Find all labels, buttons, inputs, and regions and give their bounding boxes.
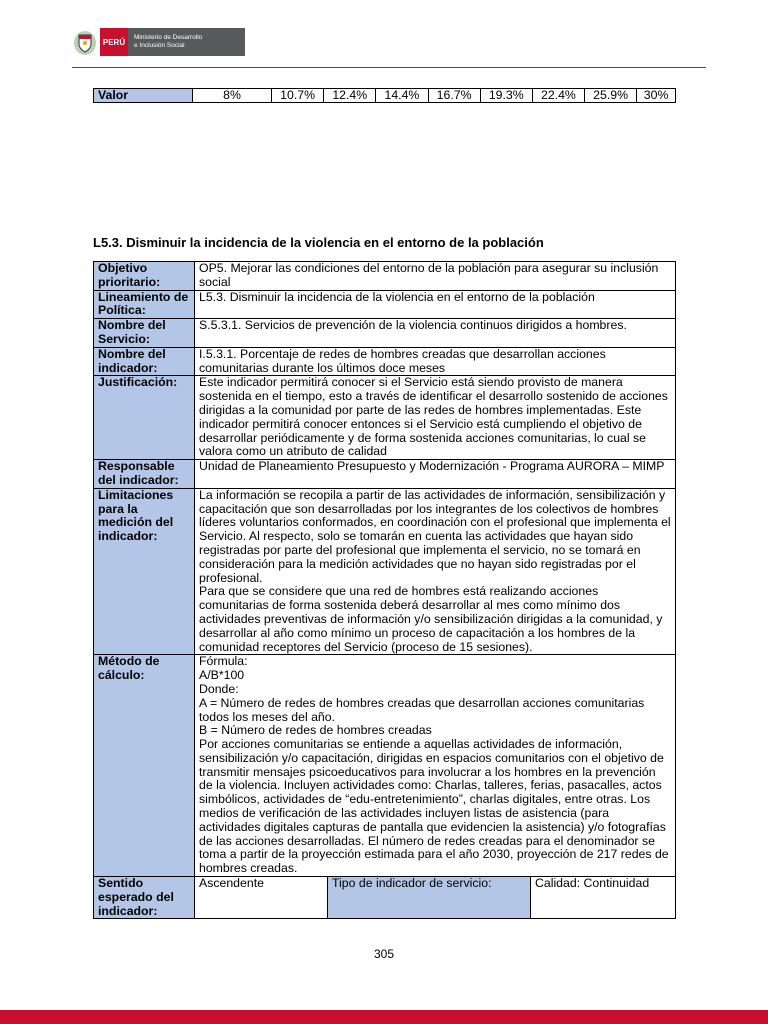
- objetivo-label: Objetivo prioritario:: [94, 262, 195, 291]
- responsable-value: Unidad de Planeamiento Presupuesto y Modernización - Programa AURORA – MIMP: [195, 460, 676, 489]
- indicator-sheet-table: [93, 261, 676, 919]
- ministry-line-1: Ministerio de Desarrollo: [134, 34, 203, 41]
- table-row: [94, 376, 676, 460]
- justificacion-label: Justificación:: [94, 376, 195, 460]
- responsable-label: Responsable del indicador:: [94, 460, 195, 489]
- metodo-value: [195, 655, 676, 877]
- valor-cell: 8%: [193, 89, 272, 103]
- valor-cell: 12.4%: [324, 89, 376, 103]
- table-row: [94, 290, 676, 319]
- valor-label: Valor: [94, 89, 193, 103]
- sentido-label: Sentido esperado del indicador:: [94, 877, 195, 919]
- metodo-line: B = Número de redes de hombres creadas: [199, 723, 432, 738]
- metodo-line: A = Número de redes de hombres creadas que desarrollan acciones comunitarias todos los meses del año.: [199, 695, 645, 724]
- valor-cell: 19.3%: [480, 89, 532, 103]
- page-number: 305: [373, 947, 395, 961]
- metodo-line: Fórmula:: [199, 654, 248, 669]
- tipo-label: Tipo de indicador de servicio:: [328, 877, 531, 919]
- indicador-value: I.5.3.1. Porcentaje de redes de hombres creadas que desarrollan acciones comunitarias durante los últimos doce meses: [195, 347, 676, 376]
- table-row: [94, 460, 676, 489]
- table-row: [94, 877, 676, 919]
- valor-cell: 25.9%: [585, 89, 637, 103]
- indicador-label: Nombre del indicador:: [94, 347, 195, 376]
- objetivo-value: OP5. Mejorar las condiciones del entorno de la población para asegurar su inclusión social: [195, 262, 676, 291]
- lineamiento-value: L5.3. Disminuir la incidencia de la violencia en el entorno de la población: [195, 290, 676, 319]
- sentido-value: Ascendente: [195, 877, 328, 919]
- header-logo: [72, 28, 245, 56]
- metodo-label: Método de cálculo:: [94, 655, 195, 877]
- limitaciones-value: [195, 488, 676, 655]
- valor-cell: 22.4%: [532, 89, 584, 103]
- limitaciones-paragraph-2: Para que se considere que una red de hombres está realizando acciones comunitarias de forma sostenida deberá desarrollar al mes como mínimo dos actividades preventivas de información y/o sensibilización dirigidas a la comunidad, y desarrollar al año como mínimo un proceso de capacitación a los hombres de la comunidad receptores del Servicio (proceso de 15 sesiones).: [199, 584, 663, 654]
- ministry-line-2: e Inclusión Social: [134, 42, 185, 49]
- metodo-line: Donde:: [199, 681, 239, 696]
- table-row: [94, 262, 676, 291]
- justificacion-value: Este indicador permitirá conocer si el Servicio está siendo provisto de manera sostenida en el tiempo, esto a través de identificar el desarrollo sostenido de acciones dirigidas a la comunidad por parte de las redes de hombres implementadas. Este indicador permitirá conocer entonces si el Servicio está cumpliendo el objetivo de desarrollar periódicamente y de forma sostenida acciones comunitarias, lo cual se valora como un atributo de calidad: [195, 376, 676, 460]
- header-divider: [72, 67, 706, 68]
- valor-row: [94, 89, 676, 103]
- table-row: [94, 655, 676, 877]
- tipo-value: Calidad: Continuidad: [531, 877, 676, 919]
- footer-bar: [0, 1010, 768, 1024]
- table-row: [94, 347, 676, 376]
- coat-of-arms-icon: [72, 28, 98, 56]
- valor-cell: 10.7%: [272, 89, 324, 103]
- metodo-line: A/B*100: [199, 668, 245, 683]
- valor-cell: 14.4%: [376, 89, 428, 103]
- lineamiento-label: Lineamiento de Política:: [94, 290, 195, 319]
- limitaciones-label: Limitaciones para la medición del indicador:: [94, 488, 195, 655]
- table-row: [94, 488, 676, 655]
- servicio-label: Nombre del Servicio:: [94, 319, 195, 348]
- metodo-line: Por acciones comunitarias se entiende a aquellas actividades de información, sensibilización y/o capacitación, dirigidas en espacios comunitarios con el objetivo de transmitir mensajes psicoeducativos para involucrar a los hombres en la prevención de la violencia. Incluyen actividades como: Charlas, talleres, ferias, pasacalles, actos simbólicos, actividades de “edu-entretenimiento”, charlas digitales, entre otras. Los medios de verificación de las actividades incluyen listas de asistencia (para actividades digitales capturas de pantalla que evidencien la asistencia) y/o fotografías de las acciones desarrolladas. El número de redes creadas para el denominador se toma a partir de la proyección estimada para el año 2030, proyección de 217 redes de hombres creadas.: [199, 737, 669, 876]
- ministry-label: [128, 28, 245, 56]
- table-row: [94, 319, 676, 348]
- section-title: L5.3. Disminuir la incidencia de la violencia en el entorno de la población: [93, 235, 544, 250]
- valor-cell: 30%: [637, 89, 676, 103]
- limitaciones-paragraph-1: La información se recopila a partir de las actividades de información, sensibilización y capacitación que son desarrolladas por los integrantes de los colectivos de hombres líderes voluntarios conformados, en coordinación con el profesional que implementa el Servicio. Al respecto, solo se tomarán en cuenta las actividades que hayan sido registradas por parte del profesional que implementa el servicio, no se tomará en consideración para la medición actividades que no hayan sido registradas por el profesional.: [199, 487, 671, 585]
- valor-cell: 16.7%: [428, 89, 480, 103]
- servicio-value: S.5.3.1. Servicios de prevención de la violencia continuos dirigidos a hombres.: [195, 319, 676, 348]
- valor-table: [93, 88, 676, 103]
- peru-label: PERÚ: [100, 28, 128, 56]
